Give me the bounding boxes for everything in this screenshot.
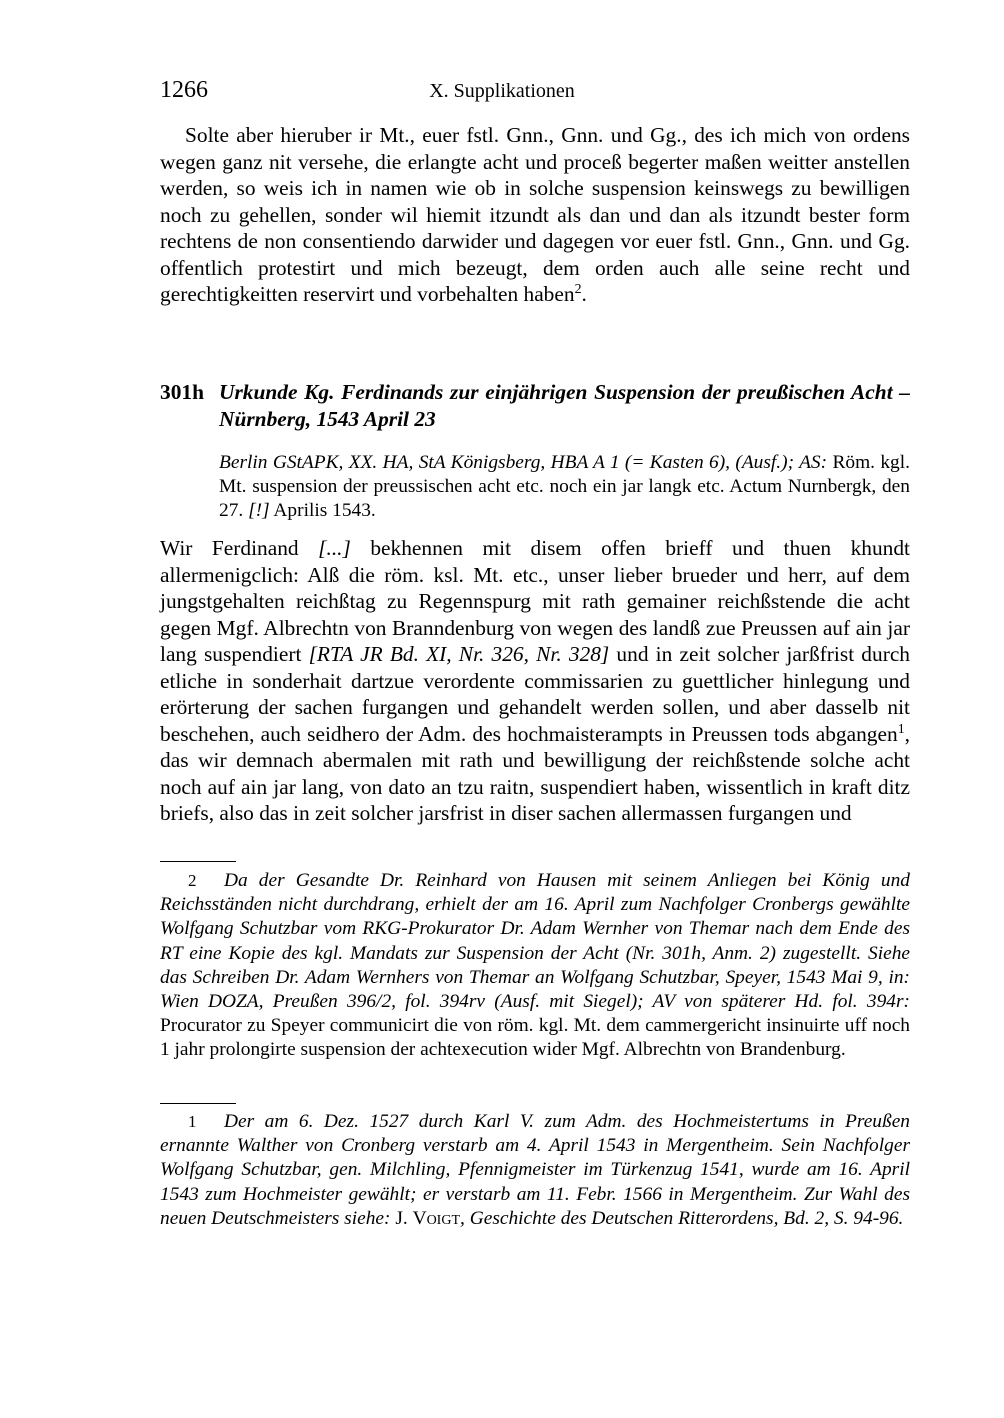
footnote-rule (160, 1103, 236, 1104)
footnote-ref-2[interactable]: 2 (574, 281, 582, 297)
body-text-2: bekhennen mit disem offen brieff und thuen khundt allermenigclich: Alß die röm. ksl. Mt. etc., unser lieber brueder und herr, auf dem jungstgehalten reichßtag zu Regennspurg mit rath gemainer reichßstende die acht gegen Mgf. Albrechtn von Branndenburg von wegen des landß zue Preussen auf ain jar lang suspendiert (160, 536, 911, 666)
source-sic: [!] (248, 500, 270, 522)
footnote-1-italic: Der am 6. Dez. 1527 durch Karl V. zum Adm. des Hochmeistertums in Preußen ernannte Walther von Cronberg verstarb am 4. April 1543 in Mergentheim. Sein Nachfolger Wolfgang Schutzbar, gen. Milchling, Pfennigmeister im Türkenzug 1541, wurde am 16. April 1543 zum Hochmeister gewählt; er verstarb am 11. Febr. 1566 in Mergentheim. Zur Wahl des neuen Deutschmeisters siehe: (160, 1111, 910, 1229)
body-text-4: , das wir demnach abermalen mit rath und bewilligung der reichßstende solche acht noch auf ain jar lang, von dato an tzu raitn, suspendiert haben, wissentlich in kraft ditz briefs, also das in zeit solcher jarsfrist in diser sachen allermassen furgangen und (160, 721, 910, 825)
footnote-2-quote: Procurator zu Speyer communicirt die von röm. kgl. Mt. dem cammergericht insinuirte uff noch 1 jahr prolongirte suspension der achtexecution wider Mgf. Albrechtn von Brandenburg. (160, 1015, 910, 1061)
paragraph-protest (160, 122, 910, 308)
document-title: Urkunde Kg. Ferdinands zur einjährigen Suspension der preußischen Acht – Nürnberg, 1543 April 23 (219, 380, 910, 431)
body-text-3: und in zeit solcher jarßfrist durch etliche in sonderhait dartzue verordente commissarien zu guettlicher hinlegung und erörterung der sachen furgangen und gehandelt werden sollen, und aber dasselb nit beschehen, auch seidhero der Adm. des hochmaisterampts in Preussen tods abgangen (160, 642, 911, 746)
body-omission: [...] (318, 536, 351, 560)
page-number: 1266 (160, 77, 208, 103)
running-head: X. Supplikationen (429, 80, 575, 102)
footnote-2-mark: 2 (188, 871, 197, 890)
document-number: 301h (160, 380, 204, 404)
footnote-2 (160, 869, 910, 1063)
footnote-ref-1[interactable]: 1 (897, 721, 905, 737)
footnote-rule (160, 861, 236, 862)
source-date: Aprilis 1543. (269, 500, 376, 522)
source-note (219, 451, 910, 524)
footnote-1-mark: 1 (188, 1112, 197, 1131)
footnote-1-author-name: Voigt (412, 1207, 461, 1229)
paragraph-protest-text: Solte aber hieruber ir Mt., euer fstl. Gnn., Gnn. und Gg., des ich mich von ordens wegen ganz nit versehe, die erlangte acht und proceß begerter maßen weitter anstellen werden, so weis ich in namen wie ob in solche suspension keinswegs zu bewilligen noch zu gehellen, sonder wil hiemit itzundt als dan und dan als itzundt bester form rechtens de non consentiendo darwider und dagegen vor euer fstl. Gnn., Gnn. und Gg. offentlich protestirt und mich bezeugt, dem orden auch alle seine recht und gerechtigkeitten reservirt und vorbehalten haben (160, 123, 910, 306)
footnote-2-italic: Da der Gesandte Dr. Reinhard von Hausen mit seinem Anliegen bei König und Reichsständen nicht durchdrang, erhielt der am 16. April zum Nachfolger Cronbergs gewählte Wolfgang Schutzbar vom RKG-Prokurator Dr. Adam Wernher von Themar nach dem Ende des RT eine Kopie des kgl. Mandats zur Suspension der Acht (Nr. 301h, Anm. 2) zugestellt. Siehe das Schreiben Dr. Adam Wernhers von Themar an Wolfgang Schutzbar, Speyer, 1543 Mai 9, in: Wien DOZA, Preußen 396/2, fol. 394rv (Ausf. mit Siegel); AV von späterer Hd. fol. 394r: (160, 870, 910, 1013)
document-body (160, 535, 910, 827)
paragraph-protest-end: . (581, 282, 587, 306)
body-reference: [RTA JR Bd. XI, Nr. 326, Nr. 328] (308, 642, 610, 666)
source-endorsement: Röm. kgl. Mt. suspension der preussischen acht etc. noch ein jar langk etc. Actum Nurnbergk, den 27. (219, 452, 910, 522)
source-archive: Berlin GStAPK, XX. HA, StA Königsberg, HBA A 1 (= Kasten 6), (Ausf.); AS: (219, 452, 828, 473)
footnote-1-work: , Geschichte des Deutschen Ritterordens, Bd. 2, S. 94-96. (460, 1207, 904, 1229)
document-heading (160, 379, 910, 432)
footnote-1 (160, 1110, 910, 1231)
footnote-1-author-initial: J. (390, 1207, 413, 1229)
body-text-1: Wir Ferdinand (160, 536, 319, 560)
